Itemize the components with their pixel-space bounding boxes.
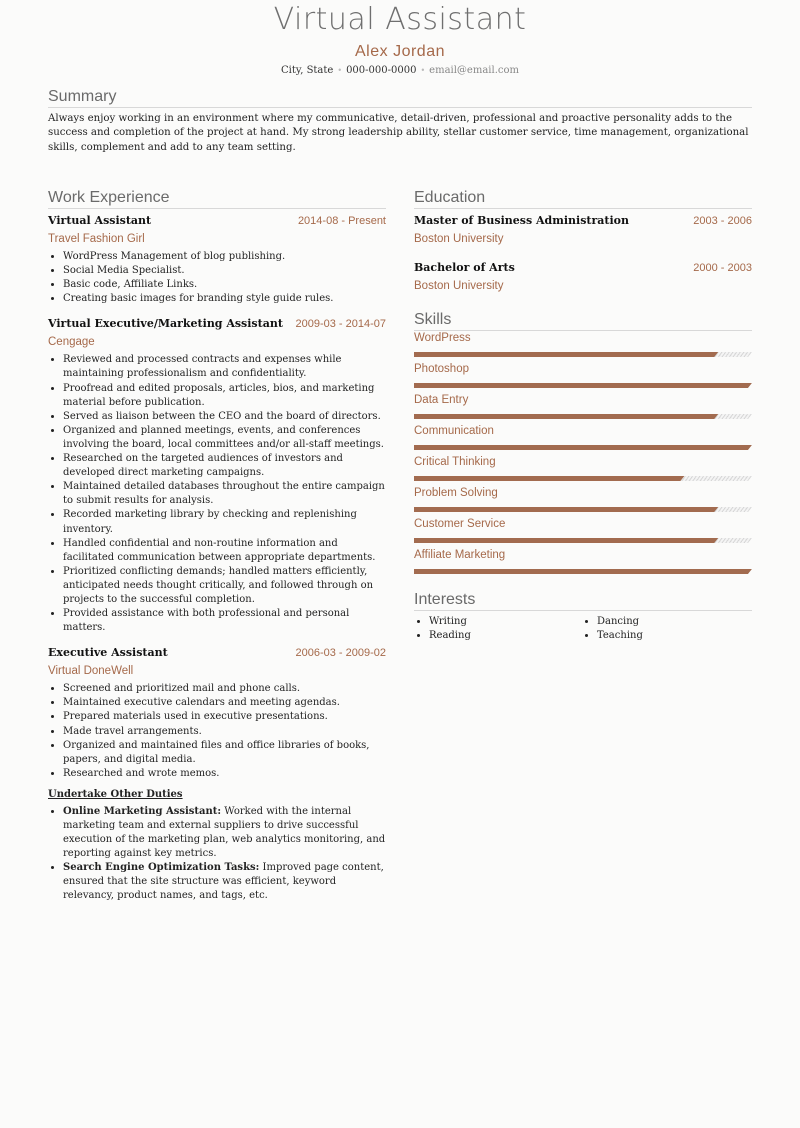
list-item: • Screened and prioritized mail and phone calls. [63,682,386,696]
duty-label: Search Engine Optimization Tasks: [63,862,260,874]
interests-column [414,615,582,643]
candidate-name: Alex Jordan [355,43,445,60]
email-text: email@email.com [429,65,519,76]
skill-bar [414,569,752,574]
education-entry [414,260,752,294]
other-duties-list [48,805,386,904]
degree-title: Master of Business Administration [414,214,629,227]
skill-bar [414,445,752,450]
list-item: • Handled confidential and non-routine information and facilitated communication between appropriate departments. [63,537,386,565]
skill-name: Communication [414,425,494,437]
resume-header [0,0,800,78]
company-name: Travel Fashion Girl [48,233,145,245]
skill-name: Photoshop [414,363,469,375]
job-entry [48,645,386,781]
skill-bar [414,476,752,481]
duty-text: Worked with the internal marketing team and external suppliers to drive successful execution of the marketing plan, web analytics monitoring, and reporting against key metrics. [63,805,386,860]
job-dates: 2006-03 - 2009-02 [295,647,386,660]
school-name: Boston University [414,280,504,292]
list-item: • Prepared materials used in executive presentations. [63,710,386,724]
list-item: • Social Media Specialist. [63,264,386,278]
skill-level-fill [414,383,752,388]
summary-section [48,88,752,155]
education-dates: 2000 - 2003 [693,262,752,274]
job-entry [48,316,386,635]
list-item [63,861,386,903]
skill-name: Problem Solving [414,487,498,499]
skill-name: WordPress [414,332,471,344]
list-item: • Organized and maintained files and office libraries of books, papers, and digital media. [63,739,386,767]
job-bullets [48,682,386,781]
list-item: • Served as liaison between the CEO and the board of directors. [63,410,386,424]
skill-bar [414,383,752,388]
list-item: • Reading [429,629,582,643]
list-item: • Researched on the targeted audiences of investors and developed direct marketing campaigns. [63,452,386,480]
school-name: Boston University [414,233,504,245]
work-experience-section [48,189,386,904]
company-name: Virtual DoneWell [48,665,134,678]
skill-level-fill [414,352,718,357]
list-item: • Provided assistance with both professional and personal matters. [63,607,386,635]
contact-line [0,64,800,78]
list-item: • Proofread and edited proposals, articles, bios, and marketing material before publication. [63,382,386,410]
list-item: • WordPress Management of blog publishing. [63,250,386,264]
skill-name: Affiliate Marketing [414,549,506,561]
skill-item [414,455,752,481]
other-duties-heading: Undertake Other Duties [48,788,183,800]
skill-level-fill [414,414,718,419]
phone-text: 000-000-0000 [346,65,417,76]
education-heading: Education [414,189,752,209]
skill-bar [414,414,752,419]
job-dates: 2014-08 - Present [297,215,386,227]
interests-list [414,615,752,643]
work-experience-heading: Work Experience [48,189,386,209]
skill-name: Customer Service [414,518,506,530]
list-item: • Prioritized conflicting demands; handled matters efficiently, anticipated needs thought critically, and followed through on projects to the successful completion. [63,565,386,607]
list-item: • Researched and wrote memos. [63,767,386,781]
job-title: Executive Assistant [48,646,168,660]
list-item: • Maintained detailed databases throughout the entire campaign to submit results for analysis. [63,480,386,508]
skills-list [414,331,752,574]
list-item [63,805,386,861]
list-item: • Basic code, Affiliate Links. [63,278,386,292]
interests-column [582,615,750,643]
skill-item [414,517,752,543]
interests-heading: Interests [414,591,752,611]
degree-title: Bachelor of Arts [414,261,515,274]
skill-level-fill [414,445,752,450]
duty-text: Improved page content, ensured that the site structure was efficient, keyword relevancy, product names, and tags, etc. [63,862,384,902]
skill-bar [414,538,752,543]
location-text: City, State [281,65,334,76]
skill-item [414,393,752,419]
skill-level-fill [414,569,752,574]
list-item: • Made travel arrangements. [63,725,386,739]
summary-text: Always enjoy working in an environment where my communicative, detail-driven, professional and proactive personality adds to the success and completion of the project at hand. My strong leadership ability, stellar customer service, time management, organizational skills, complement and add to any team setting. [48,113,749,153]
list-item: • Creating basic images for branding style guide rules. [63,292,386,306]
skill-item [414,362,752,388]
duty-label: Online Marketing Assistant: [63,805,222,817]
skill-level-fill [414,476,684,481]
skill-name: Critical Thinking [414,456,496,468]
list-item: • Organized and planned meetings, events, and conferences involving the board, local committees and/or all-staff meetings. [63,424,386,452]
skill-level-fill [414,538,718,543]
education-dates: 2003 - 2006 [693,215,752,227]
job-dates: 2009-03 - 2014-07 [295,318,386,331]
company-name: Cengage [48,336,95,349]
skill-level-fill [414,507,718,512]
separator-dot: • [337,66,343,75]
job-bullets [48,250,386,306]
skill-bar [414,507,752,512]
job-title: Virtual Assistant [48,214,152,227]
list-item: • Dancing [597,615,750,629]
list-item: • Teaching [597,629,750,643]
skills-heading: Skills [414,311,752,331]
separator-dot: • [420,66,426,75]
resume-title: Virtual Assistant [273,2,527,37]
education-entry [414,213,752,247]
summary-heading: Summary [48,88,752,108]
skill-name: Data Entry [414,394,469,406]
list-item: • Maintained executive calendars and meeting agendas. [63,696,386,710]
list-item: • Writing [429,615,582,629]
job-entry [48,213,386,306]
skill-item [414,424,752,450]
skill-item [414,331,752,357]
list-item: • Reviewed and processed contracts and expenses while maintaining professionalism and confidentiality. [63,353,386,381]
job-bullets [48,353,386,635]
right-column [414,189,752,643]
skill-bar [414,352,752,357]
skill-item [414,548,752,574]
job-title: Virtual Executive/Marketing Assistant [48,317,283,331]
skill-item [414,486,752,512]
list-item: • Recorded marketing library by checking and replenishing inventory. [63,508,386,536]
